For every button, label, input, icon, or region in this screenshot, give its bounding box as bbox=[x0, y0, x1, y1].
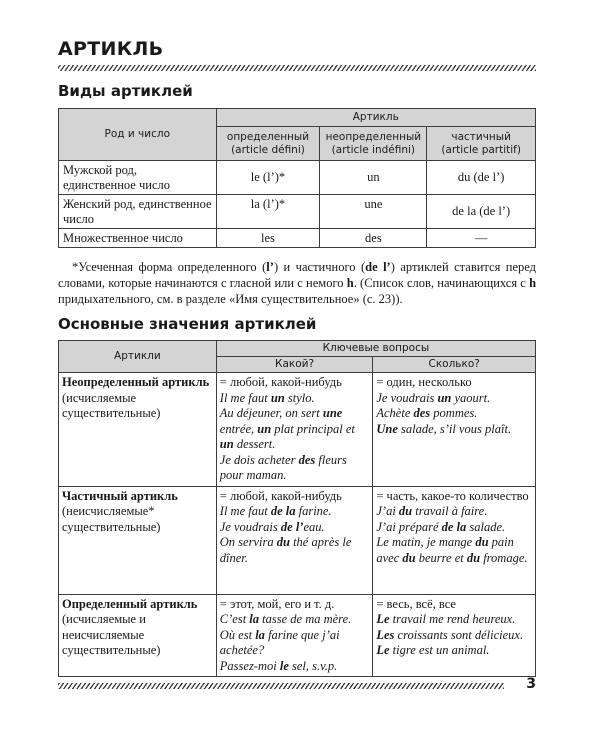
page-title: АРТИКЛЬ bbox=[58, 38, 164, 60]
footnote-text bbox=[58, 260, 536, 306]
example-run: farine que j’ai achetée? bbox=[219, 627, 340, 657]
article-highlight: de l’ bbox=[280, 519, 304, 534]
article-name: Частичный артикль bbox=[62, 488, 178, 503]
article-highlight: des bbox=[298, 452, 316, 467]
article-highlight: du bbox=[475, 535, 489, 549]
example-run: croissants sont délicieux. bbox=[394, 627, 524, 642]
article-highlight: l’ bbox=[266, 260, 274, 274]
cell-definite: les bbox=[216, 229, 320, 248]
example-sentence bbox=[376, 391, 532, 407]
header-key-questions: Ключевые вопросы bbox=[216, 341, 535, 357]
article-highlight: un bbox=[437, 390, 452, 405]
example-sentence bbox=[220, 504, 370, 520]
how-much-cell bbox=[373, 373, 536, 487]
article-highlight: du bbox=[402, 550, 416, 565]
row-label: Мужской род, единственное число bbox=[59, 161, 217, 195]
example-run: sel, s.v.p. bbox=[288, 658, 338, 673]
meaning-text: = один, несколько bbox=[376, 375, 472, 389]
example-sentence bbox=[220, 453, 370, 484]
article-highlight: Le bbox=[376, 612, 390, 626]
cell-definite: le (l’)* bbox=[216, 161, 320, 195]
example-sentence bbox=[376, 643, 532, 659]
example-run: Il me faut bbox=[219, 390, 271, 405]
article-highlight: de la bbox=[441, 519, 467, 534]
example-run: salade. bbox=[466, 519, 506, 534]
article-highlight: du bbox=[466, 550, 481, 565]
article-highlight: des bbox=[413, 406, 431, 420]
example-sentence bbox=[220, 659, 370, 675]
header-article-group: Артикль bbox=[216, 109, 535, 127]
article-highlight: de la bbox=[270, 504, 296, 518]
example-run: C’est bbox=[219, 612, 250, 626]
footnote bbox=[58, 259, 536, 307]
example-run: plat principal et bbox=[271, 421, 355, 436]
article-cell bbox=[59, 486, 217, 594]
cell-partitive: — bbox=[427, 229, 536, 248]
example-sentence bbox=[220, 520, 370, 536]
example-run: pain avec bbox=[376, 535, 514, 565]
article-highlight: Une bbox=[376, 421, 398, 436]
table-row bbox=[59, 373, 536, 487]
article-types-table bbox=[58, 108, 536, 248]
example-sentence bbox=[376, 628, 532, 644]
article-highlight: du bbox=[276, 535, 290, 549]
example-run: thé après le dîner. bbox=[219, 535, 352, 565]
example-run: stylo. bbox=[284, 390, 315, 405]
article-highlight: la bbox=[249, 612, 260, 626]
example-sentence bbox=[376, 535, 532, 566]
header-partitive: частичный (article partitif) bbox=[427, 127, 536, 161]
example-sentence bbox=[220, 612, 370, 628]
example-run: travail me rend heureux. bbox=[389, 612, 516, 626]
footnote-run: ) и частичного ( bbox=[273, 260, 366, 274]
example-run: tigre est un animal. bbox=[389, 643, 490, 657]
article-highlight: h bbox=[529, 276, 537, 290]
article-highlight: h bbox=[346, 276, 354, 290]
article-name: Неопределенный артикль bbox=[62, 375, 210, 389]
example-run: J’ai préparé bbox=[376, 519, 442, 534]
meaning-text: = часть, какое-то количество bbox=[376, 488, 529, 503]
example-run: entrée, bbox=[219, 421, 258, 436]
article-highlight: de l’ bbox=[365, 260, 391, 274]
article-note: (исчисляемые существительные) bbox=[62, 390, 161, 420]
cell-partitive: du (de l’) bbox=[427, 161, 536, 195]
which-cell bbox=[216, 594, 373, 677]
example-sentence bbox=[220, 406, 370, 453]
which-cell bbox=[216, 373, 373, 487]
example-run: farine. bbox=[295, 504, 332, 518]
example-run: Où est bbox=[219, 627, 256, 642]
example-run: tasse de ma mère. bbox=[259, 612, 352, 626]
meaning-text: = этот, мой, его и т. д. bbox=[219, 596, 335, 611]
section-title-article-types: Виды артиклей bbox=[58, 82, 193, 100]
article-cell bbox=[59, 594, 217, 677]
footnote-run: ) артиклей ставится перед словами, которые начинаются с гласной или с немого bbox=[58, 260, 536, 290]
meaning-text: = любой, какой-нибудь bbox=[219, 375, 342, 389]
example-sentence bbox=[376, 406, 532, 422]
article-highlight: Le bbox=[376, 643, 390, 657]
example-run: Je dois acheter bbox=[219, 452, 299, 467]
example-run: eau. bbox=[303, 519, 325, 534]
cell-definite: la (l’)* bbox=[216, 195, 320, 229]
example-run: Je voudrais bbox=[219, 519, 281, 534]
meaning-text: = любой, какой-нибудь bbox=[219, 488, 342, 503]
article-highlight: du bbox=[398, 504, 413, 518]
example-run: Il me faut bbox=[219, 504, 271, 518]
example-sentence bbox=[376, 422, 532, 438]
example-run: dessert. bbox=[233, 437, 276, 451]
example-sentence bbox=[376, 520, 532, 536]
example-sentence bbox=[220, 628, 370, 659]
example-sentence bbox=[220, 391, 370, 407]
cell-partitive: de la (de l’) bbox=[427, 195, 536, 229]
table-row bbox=[59, 594, 536, 677]
example-run: pommes. bbox=[430, 406, 478, 420]
header-definite: определенный (article défini) bbox=[216, 127, 320, 161]
example-run: fromage. bbox=[480, 550, 528, 565]
header-which: Какой? bbox=[216, 357, 373, 373]
header-how-much: Сколько? bbox=[373, 357, 536, 373]
title-divider bbox=[58, 65, 536, 71]
example-run: salade, s’il vous plaît. bbox=[397, 421, 512, 436]
example-run: J’ai bbox=[376, 504, 399, 518]
how-much-cell bbox=[373, 486, 536, 594]
example-sentence bbox=[376, 612, 532, 628]
article-highlight: un bbox=[219, 437, 234, 451]
example-sentence bbox=[376, 504, 532, 520]
cell-indefinite: des bbox=[320, 229, 427, 248]
cell-indefinite: un bbox=[320, 161, 427, 195]
article-cell bbox=[59, 373, 217, 487]
article-highlight: Les bbox=[376, 627, 395, 642]
table-row bbox=[59, 195, 536, 229]
article-note: (неисчисляемые* существительные) bbox=[62, 504, 161, 534]
article-note: (исчисляемые и неисчисляемые существительные) bbox=[62, 612, 161, 657]
article-highlight: la bbox=[255, 627, 265, 642]
example-run: yaourt. bbox=[451, 390, 491, 405]
meaning-text: = весь, всё, все bbox=[376, 596, 456, 611]
example-run: Passez-moi bbox=[219, 658, 280, 673]
example-run: On servira bbox=[219, 535, 277, 549]
article-meanings-table bbox=[58, 340, 536, 677]
article-highlight: un bbox=[257, 421, 272, 436]
section-title-article-meanings: Основные значения артиклей bbox=[58, 315, 317, 333]
table-row bbox=[59, 486, 536, 594]
example-sentence bbox=[220, 535, 370, 566]
example-run: Le matin, je mange bbox=[376, 535, 476, 549]
footnote-run: придыхательного, см. в разделе «Имя существительное» (с. 23)). bbox=[58, 292, 403, 306]
table-row bbox=[59, 229, 536, 248]
row-label: Множественное число bbox=[59, 229, 217, 248]
header-indefinite: неопределенный (article indéfini) bbox=[320, 127, 427, 161]
header-articles: Артикли bbox=[59, 341, 217, 373]
table-row bbox=[59, 161, 536, 195]
article-highlight: le bbox=[279, 658, 289, 673]
header-gender-number: Род и число bbox=[59, 109, 217, 161]
example-run: Achète bbox=[376, 406, 414, 420]
article-highlight: une bbox=[322, 406, 343, 420]
article-highlight: un bbox=[270, 390, 285, 405]
cell-indefinite: une bbox=[320, 195, 427, 229]
row-label: Женский род, единственное число bbox=[59, 195, 217, 229]
page-number: 3 bbox=[526, 676, 536, 692]
footnote-run: *Усеченная форма определенного ( bbox=[72, 260, 267, 274]
footnote-run: . (Список слов, начинающихся с bbox=[353, 276, 530, 290]
footer-divider bbox=[58, 683, 504, 689]
article-name: Определенный артикль bbox=[62, 596, 198, 611]
example-run: Je voudrais bbox=[376, 390, 438, 405]
example-run: beurre et bbox=[415, 550, 467, 565]
which-cell bbox=[216, 486, 373, 594]
example-run: fleurs pour maman. bbox=[219, 452, 347, 482]
example-run: Au déjeuner, on sert bbox=[219, 406, 323, 420]
example-run: travail à faire. bbox=[412, 504, 488, 518]
how-much-cell bbox=[373, 594, 536, 677]
